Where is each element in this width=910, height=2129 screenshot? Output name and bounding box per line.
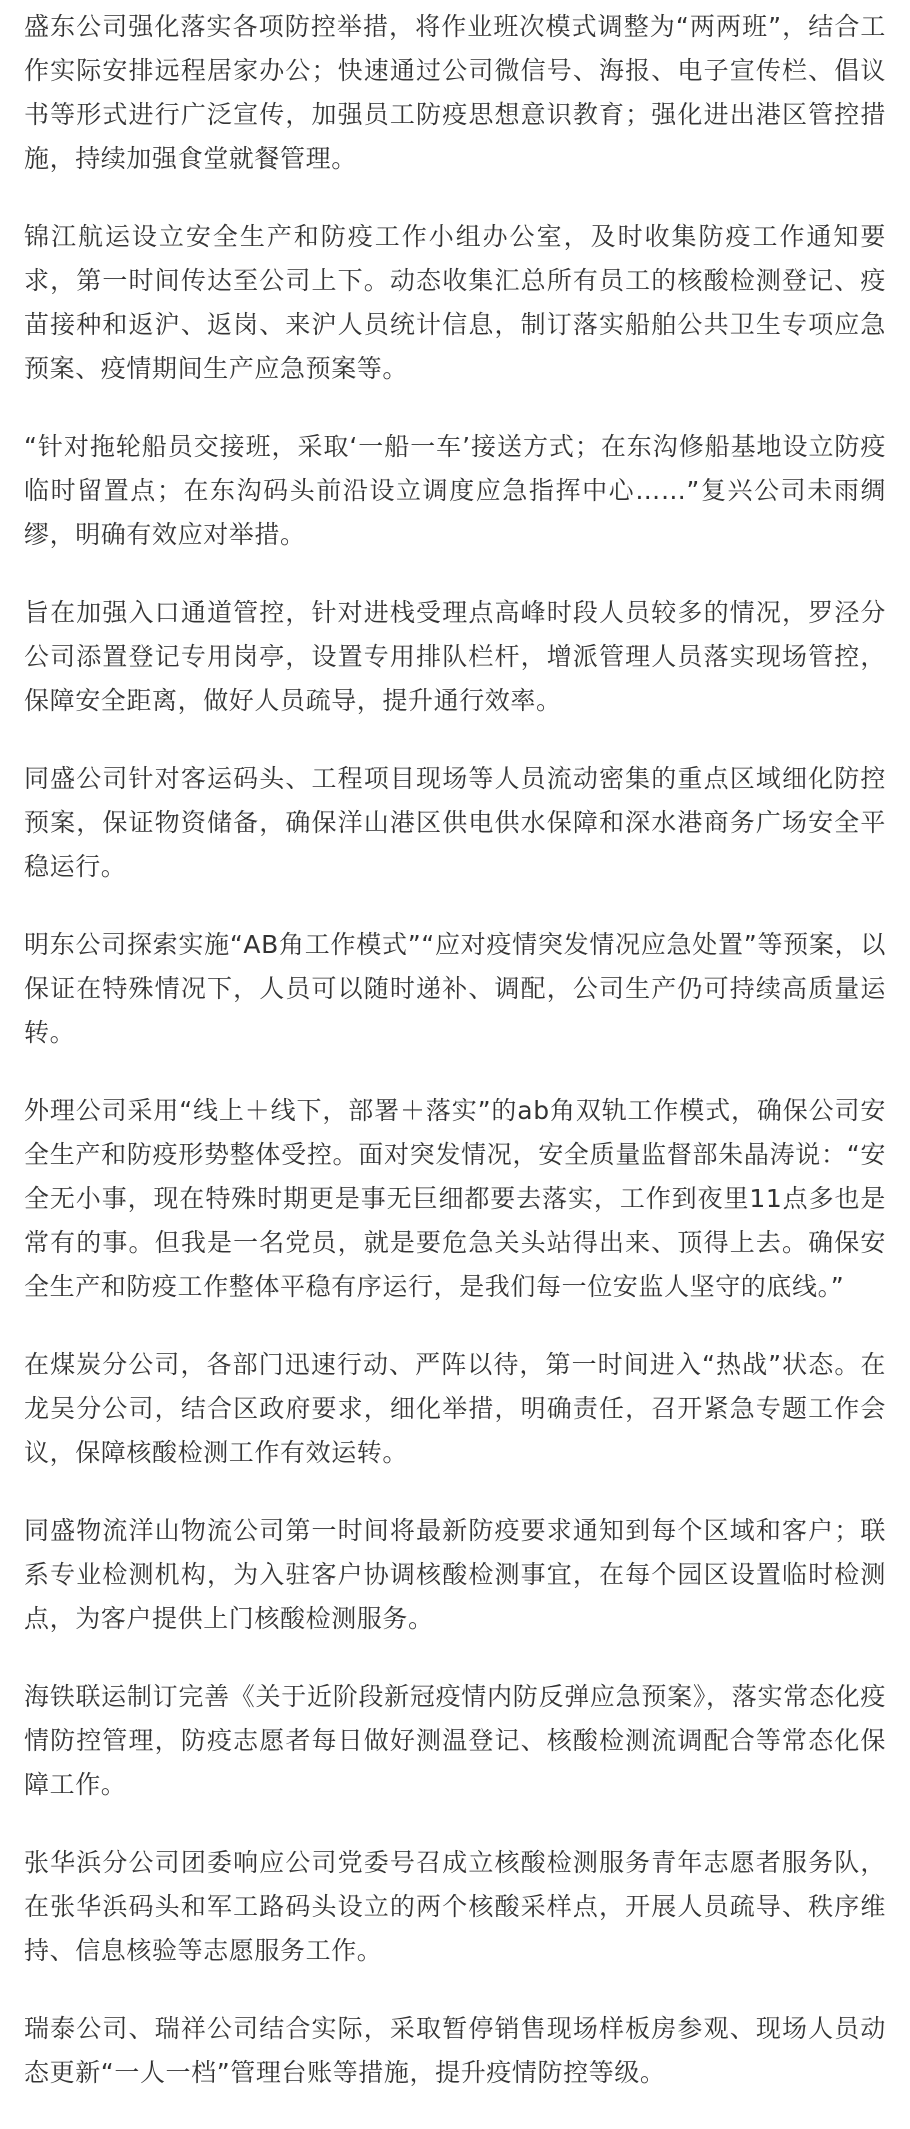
paragraph-mingdong: 明东公司探索实施“AB角工作模式”“应对疫情突发情况应急处置”等预案，以保证在特殊情况下，人员可以随时递补、调配，公司生产仍可持续高质量运转。 xyxy=(24,930,886,1047)
paragraph-coal-branch: 在煤炭分公司，各部门迅速行动、严阵以待，第一时间进入“热战”状态。在龙吴分公司，结合区政府要求，细化举措，明确责任，召开紧急专题工作会议，保障核酸检测工作有效运转。 xyxy=(24,1350,886,1467)
paragraph-shengdong: 盛东公司强化落实各项防控举措，将作业班次模式调整为“两两班”，结合工作实际安排远程居家办公；快速通过公司微信号、海报、电子宣传栏、倡议书等形式进行广泛宣传，加强员工防疫思想意识教育；强化进出港区管控措施，持续加强食堂就餐管理。 xyxy=(24,12,886,173)
paragraph-fuxing: “针对拖轮船员交接班，采取‘一船一车’接送方式；在东沟修船基地设立防疫临时留置点；在东沟码头前沿设立调度应急指挥中心……”复兴公司未雨绸缪，明确有效应对举措。 xyxy=(24,432,886,549)
paragraph-yangshan-logistics: 同盛物流洋山物流公司第一时间将最新防疫要求通知到每个区域和客户；联系专业检测机构，为入驻客户协调核酸检测事宜，在每个园区设置临时检测点，为客户提供上门核酸检测服务。 xyxy=(24,1516,886,1633)
paragraph-tongsheng: 同盛公司针对客运码头、工程项目现场等人员流动密集的重点区域细化防控预案，保证物资储备，确保洋山港区供电供水保障和深水港商务广场安全平稳运行。 xyxy=(24,764,886,881)
paragraph-zhanghuabang: 张华浜分公司团委响应公司党委号召成立核酸检测服务青年志愿者服务队，在张华浜码头和军工路码头设立的两个核酸采样点，开展人员疏导、秩序维持、信息核验等志愿服务工作。 xyxy=(24,1848,886,1965)
paragraph-waili: 外理公司采用“线上＋线下，部署＋落实”的ab角双轨工作模式，确保公司安全生产和防疫形势整体受控。面对突发情况，安全质量监督部朱晶涛说：“安全无小事，现在特殊时期更是事无巨细都要去落实，工作到夜里11点多也是常有的事。但我是一名党员，就是要危急关头站得出来、顶得上去。确保安全生产和防疫工作整体平稳有序运行，是我们每一位安监人坚守的底线。” xyxy=(24,1096,886,1301)
article-body xyxy=(24,5,886,2129)
paragraph-sea-rail: 海铁联运制订完善《关于近阶段新冠疫情内防反弹应急预案》，落实常态化疫情防控管理，防疫志愿者每日做好测温登记、核酸检测流调配合等常态化保障工作。 xyxy=(24,1682,886,1799)
paragraph-ruitai: 瑞泰公司、瑞祥公司结合实际，采取暂停销售现场样板房参观、现场人员动态更新“一人一档”管理台账等措施，提升疫情防控等级。 xyxy=(24,2014,886,2087)
paragraph-jinjiang-shipping: 锦江航运设立安全生产和防疫工作小组办公室，及时收集防疫工作通知要求，第一时间传达至公司上下。动态收集汇总所有员工的核酸检测登记、疫苗接种和返沪、返岗、来沪人员统计信息，制订落实船舶公共卫生专项应急预案、疫情期间生产应急预案等。 xyxy=(24,222,886,383)
paragraph-luojing: 旨在加强入口通道管控，针对进栈受理点高峰时段人员较多的情况，罗泾分公司添置登记专用岗亭，设置专用排队栏杆，增派管理人员落实现场管控，保障安全距离，做好人员疏导，提升通行效率。 xyxy=(24,598,886,715)
